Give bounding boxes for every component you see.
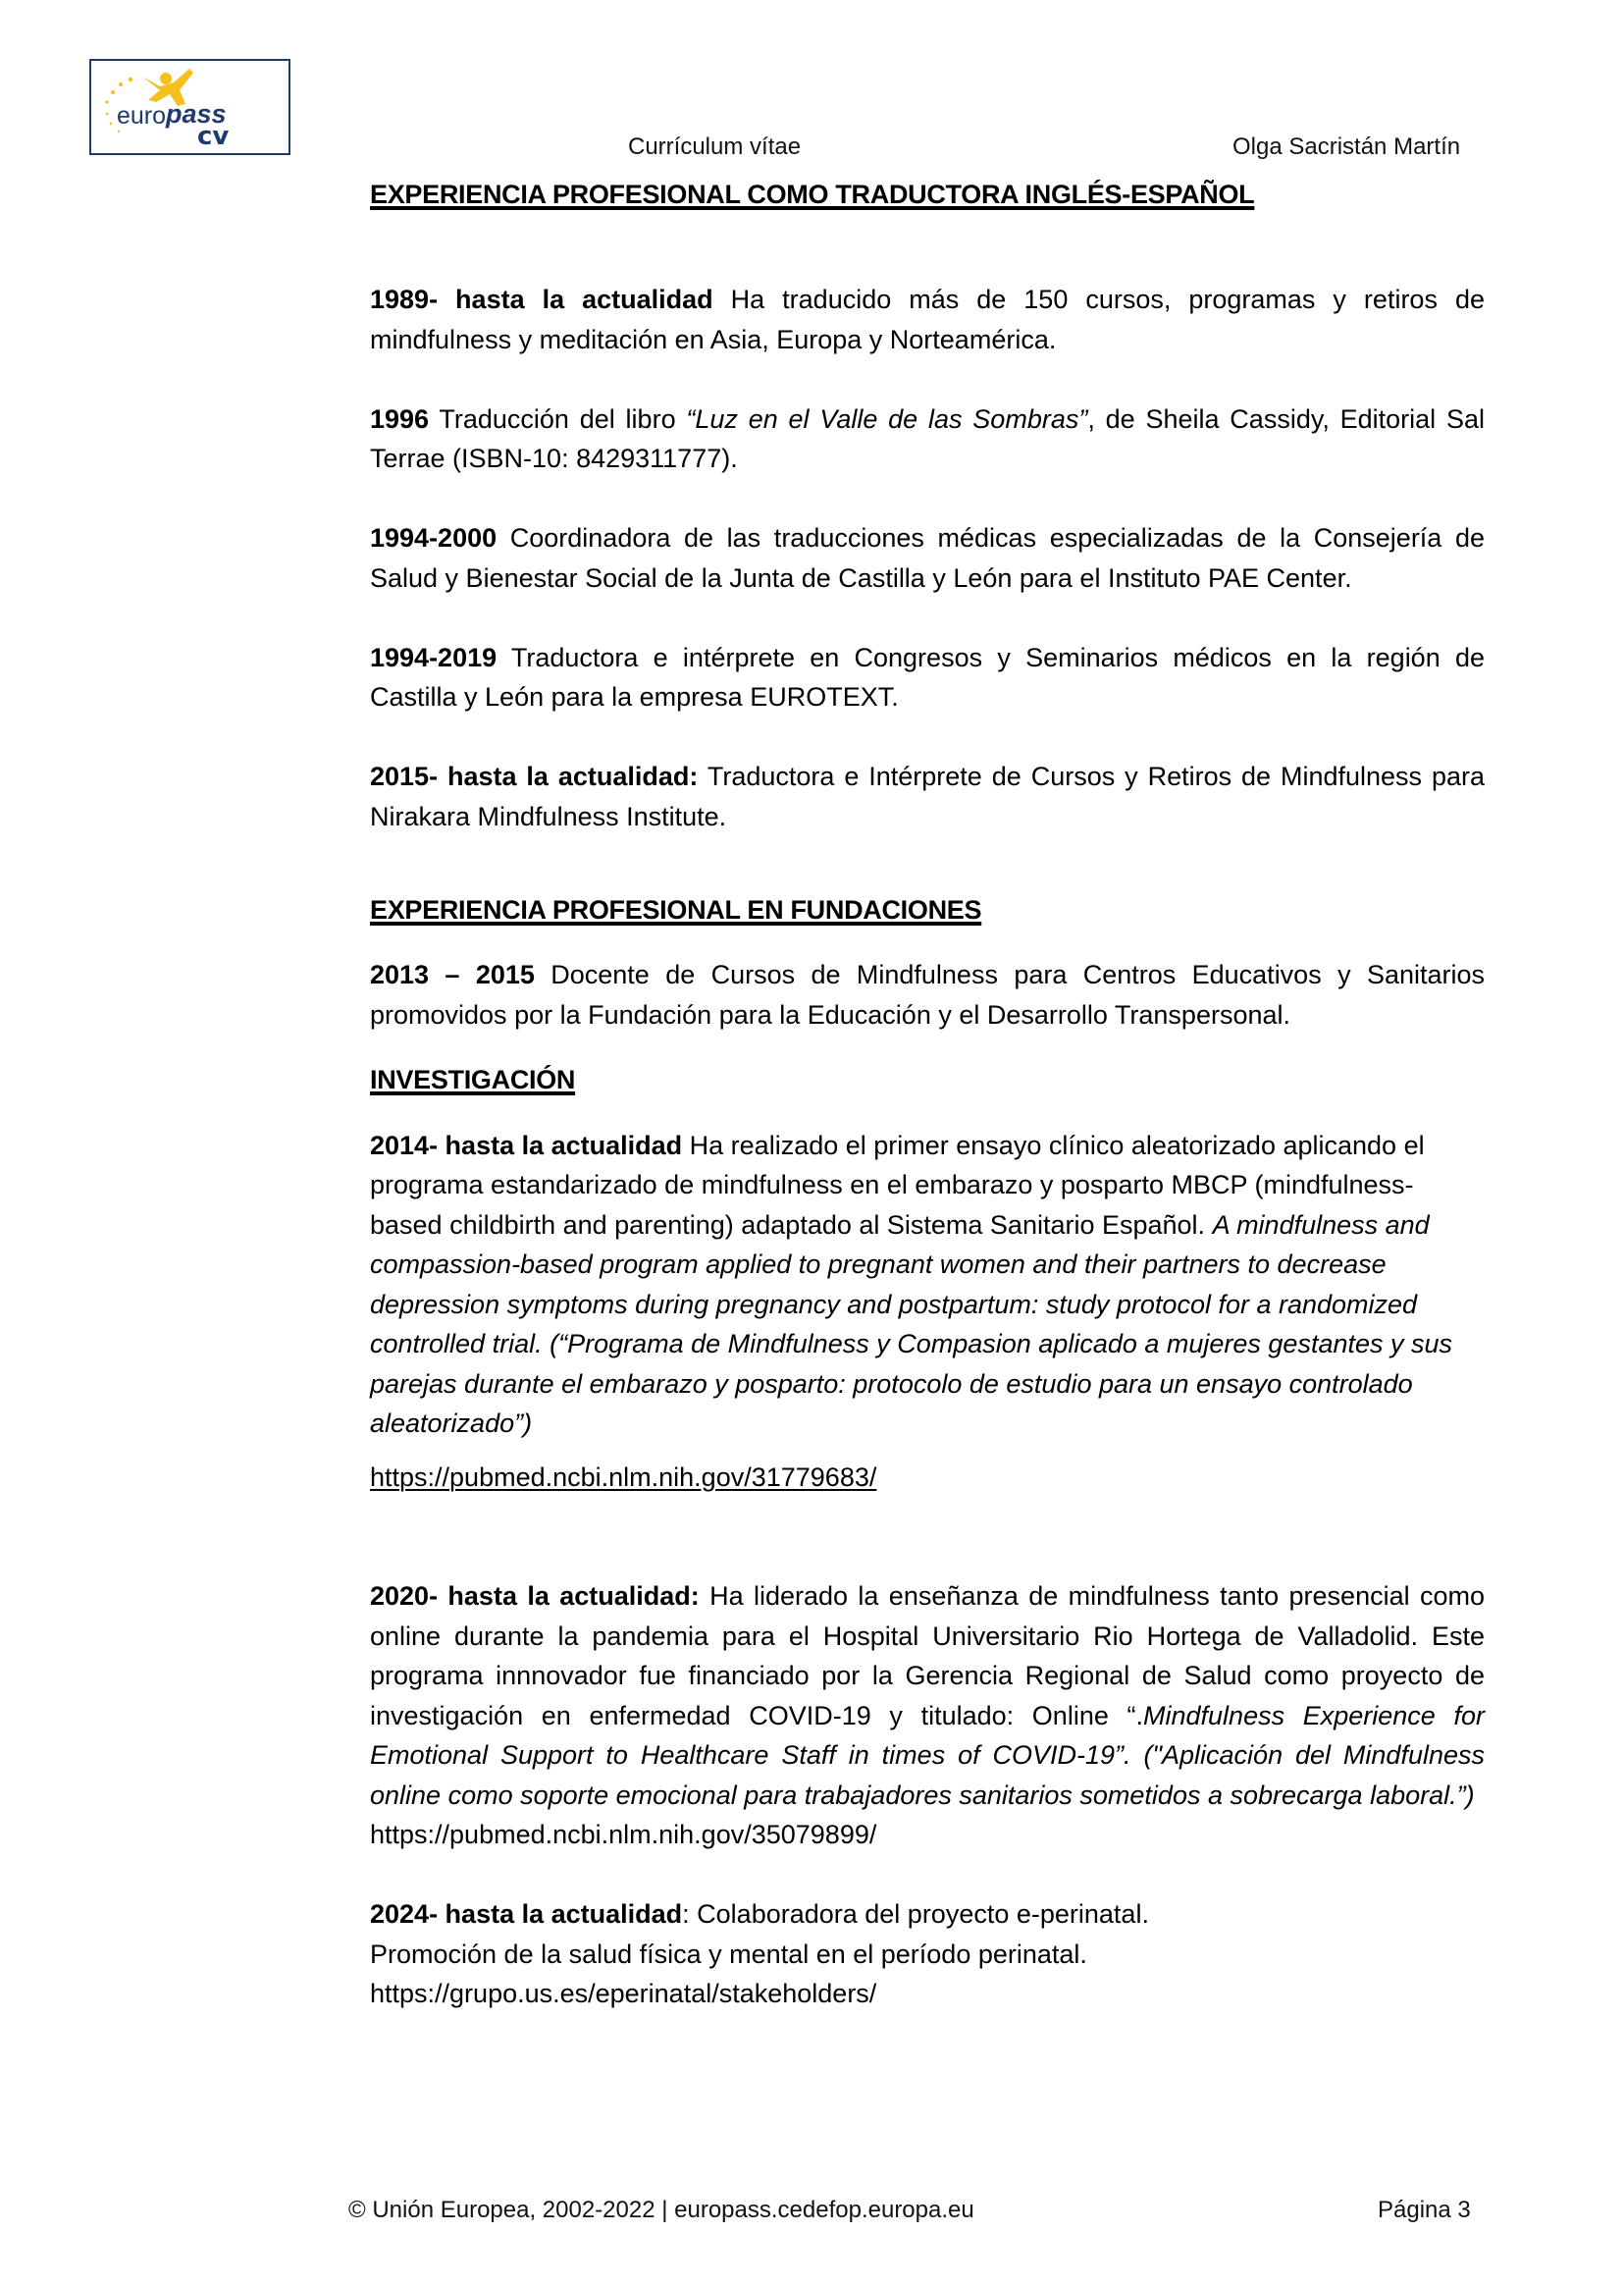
page-number: Página 3 [1378, 2197, 1471, 2223]
section-heading-translation: EXPERIENCIA PROFESIONAL COMO TRADUCTORA INGLÉS-ESPAÑOL [370, 180, 1255, 209]
entry-date: 1994-2019 [370, 642, 498, 672]
pubmed-link-31779683[interactable]: https://pubmed.ncbi.nlm.nih.gov/31779683/ [370, 1461, 877, 1492]
study-title: Mindfulness Experience for Emotional Support to Healthcare Staff in times of COVID-19”. ("Aplicación del Mindfulness online como soporte emocional para trabajadores sanitarios sometidos a sobrecarga laboral.”) [370, 1700, 1485, 1810]
entry-date: 1994-2000 [370, 523, 498, 553]
entry-date: 2020- hasta la actualidad: [370, 1581, 700, 1611]
entry-text: Ha traducido más de 150 cursos, programas y retiros de mindfulness y meditación en Asia, Europa y Norteamérica. [370, 285, 1485, 354]
entry-text: Traducción del libro [429, 403, 687, 434]
entry-text: Ha liderado la enseñanza de mindfulness tanto presencial como online durante la pandemia para el Hospital Universitario Rio Hortega de Valladolid. Este programa innnovador fue financiado por la Gerencia Regional de Salud como proyecto de investigación en enfermedad COVID-19 y titulado: Online “. [370, 1581, 1485, 1730]
entry-text: Ha realizado el primer ensayo clínico aleatorizado aplicando el programa estandarizado de mindfulness en el embarazo y posparto MBCP (mindfulness-based childbirth and parenting) adaptado al Sistema Sanitario Español. [370, 1130, 1425, 1240]
entry-1989 [370, 280, 1485, 359]
entry-1994-2000 [370, 518, 1485, 598]
entry-text: Traductora e Intérprete de Cursos y Retiros de Mindfulness para Nirakara Mindfulness Institute. [370, 762, 1485, 831]
author-name: Olga Sacristán Martín [1232, 133, 1461, 160]
logo-text-pass: pass [166, 99, 227, 129]
logo-text-cv: cv [197, 122, 230, 151]
entry-date: 2014- hasta la actualidad [370, 1130, 683, 1160]
pubmed-link-1-row [370, 1458, 1485, 1498]
eperinatal-link-row [370, 1974, 1485, 2014]
entry-2024 [370, 1894, 1485, 1935]
entry-2015 [370, 757, 1485, 836]
entry-text: Coordinadora de las traducciones médicas especializadas de la Consejería de Salud y Bienestar Social de la Junta de Castilla y León para el Instituto PAE Center. [370, 523, 1485, 593]
logo-text-euro: euro [117, 102, 167, 130]
entry-date: 2024- hasta la actualidad [370, 1899, 683, 1929]
entry-2013-2015 [370, 955, 1485, 1035]
entry-2024-line2: Promoción de la salud física y mental en el período perinatal. [370, 1939, 1087, 1969]
entry-text: Docente de Cursos de Mindfulness para Centros Educativos y Sanitarios promovidos por la Fundación para la Educación y el Desarrollo Transpersonal. [370, 960, 1486, 1030]
footer-copyright: © Unión Europea, 2002-2022 | europass.cedefop.europa.eu [348, 2197, 974, 2223]
cv-content [370, 175, 1485, 2014]
pubmed-link-35079899[interactable]: https://pubmed.ncbi.nlm.nih.gov/35079899/ [370, 1820, 877, 1849]
entry-text: Traductora e intérprete en Congresos y Seminarios médicos en la región de Castilla y León para la empresa EUROTEXT. [370, 642, 1485, 712]
entry-date: 2015- hasta la actualidad: [370, 762, 699, 791]
pubmed-link-2-row [370, 1815, 1485, 1855]
eperinatal-link[interactable]: https://grupo.us.es/eperinatal/stakeholders/ [370, 1979, 877, 2008]
study-title: A mindfulness and compassion-based program applied to pregnant women and their partners to decrease depression symptoms during pregnancy and postpartum: study protocol for a randomized controlled trial. (“Programa de Mindfulness y Compasion aplicado a mujeres gestantes y sus parejas durante el embarazo y posparto: protocolo de estudio para un ensayo controlado aleatorizado”) [370, 1209, 1453, 1438]
entry-2014 [370, 1126, 1485, 1444]
book-title: “Luz en el Valle de las Sombras” [686, 403, 1088, 434]
entry-1994-2019 [370, 638, 1485, 717]
entry-1996 [370, 399, 1485, 479]
entry-date: 1996 [370, 403, 430, 434]
section-heading-research: INVESTIGACIÓN [370, 1065, 576, 1094]
europass-cv-logo [89, 59, 290, 155]
document-title: Currículum vítae [628, 133, 802, 160]
entry-date: 1989- hasta la actualidad [370, 285, 713, 314]
entry-text: : Colaboradora del proyecto e-perinatal. [682, 1899, 1149, 1929]
entry-text: , de Sheila Cassidy, Editorial Sal Terrae (ISBN-10: 8429311777). [370, 403, 1485, 473]
entry-2020 [370, 1576, 1485, 1815]
section-heading-foundations: EXPERIENCIA PROFESIONAL EN FUNDACIONES [370, 894, 982, 925]
entry-date: 2013 – 2015 [370, 960, 535, 989]
